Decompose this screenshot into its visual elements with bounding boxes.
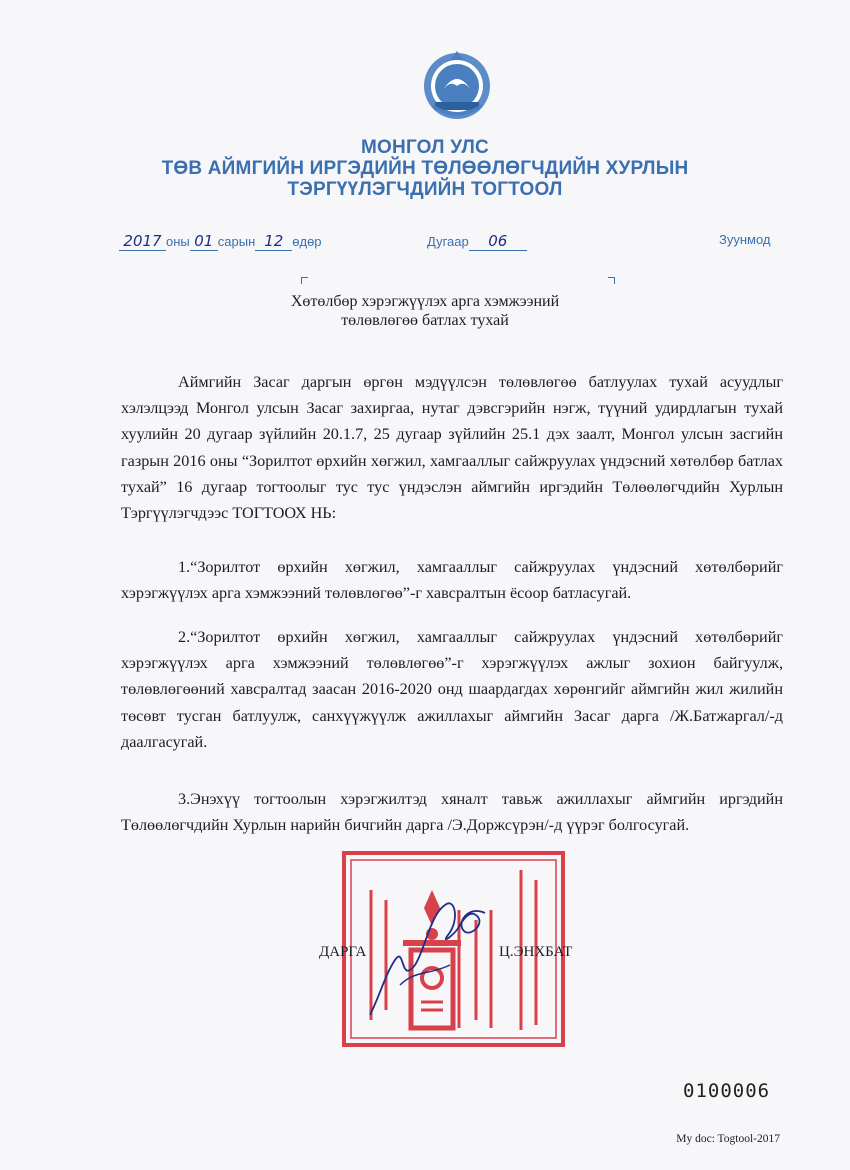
paragraph-item-2: 2.“Зорилтот өрхийн хөгжил, хамгааллыг сайжруулах үндэсний хөтөлбөрийг хэрэгжүүлэх арга хэмжээний төлөвлөгөө”-г хэрэгжүүлэх ажлыг зохион байгуулж, төлөвлөгөөний хавсралтад заасан 2016-2020 онд шаардагдах хөрөнгийг аймгийн жил жилийн төсөвт тусган батлуулж, санхүүжүүлж ажиллахыг аймгийн Засаг дарга /Ж.Батжаргал/-д даалгасугай. [121,628,783,751]
place-name: Зуунмод [719,232,771,247]
paragraph-item-1: 1.“Зорилтот өрхийн хөгжил, хамгааллыг сайжруулах үндэсний хөтөлбөрийг хэрэгжүүлэх арга хэмжээний төлөвлөгөө”-г хавсралтын ёсоор батласугай. [121,558,783,603]
serial-number: 0100006 [683,1080,771,1102]
date-field [119,232,322,251]
corner-mark-left [301,277,308,284]
paragraph-item-3: 3.Энэхүү тогтоолын хэрэгжилтэд хяналт тавьж ажиллахыг аймгийн иргэдийн Төлөөлөгчдийн Хурлын нарийн бичгийн дарга /Э.Доржсүрэн/-д үүрэг болгосугай. [121,790,783,835]
date-month: 01 [190,232,218,251]
date-year: 2017 [119,232,166,251]
day-suffix: өдөр [292,234,322,249]
body-item-3 [121,786,783,838]
month-suffix: сарын [217,234,256,249]
handwritten-signature [360,875,505,1025]
state-emblem-icon [419,46,495,122]
corner-mark-right [608,277,615,284]
number-field [427,232,527,251]
body-intro [121,369,783,526]
subject-line-2: төлөвлөгөө батлах тухай [341,312,509,329]
body-item-2 [121,624,783,755]
footer-doc-name: My doc: Togtool-2017 [676,1133,780,1145]
paragraph-intro: Аймгийн Засаг даргын өргөн мэдүүлсэн төлөвлөгөө батлуулах тухай асуудлыг хэлэлцээд Монгол улсын Засаг захиргаа, нутаг дэвсгэрийн нэгж, түүний удирдлагын тухай хуулийн 20 дугаар зүйлийн 20.1.7, 25 дугаар зүйлийн 25.1 дэх заалт, Монгол улсын засгийн газрын 2016 оны “Зорилтот өрхийн хөгжил, хамгааллыг сайжруулах үндэсний хөтөлбөр батлах тухай” 16 дугаар тогтоолыг тус тус үндэслэн аймгийн иргэдийн Төлөөлөгчдийн Хурлын Тэргүүлэгчдээс ТОГТООХ НЬ: [121,373,783,523]
subject-line-1: Хөтөлбөр хэрэгжүүлэх арга хэмжээний [290,293,560,310]
year-suffix: оны [166,234,190,249]
signatory-title: ДАРГА [319,944,367,960]
header-line-3: ТЭРГҮҮЛЭГЧДИЙН ТОГТООЛ [287,179,563,200]
number-label: Дугаар [427,234,469,249]
body-item-1 [121,554,783,606]
document-number: 06 [469,232,527,251]
signatory-name: Ц.ЭНХБАТ [499,944,573,960]
date-day: 12 [255,232,292,251]
header-line-2: ТӨВ АЙМГИЙН ИРГЭДИЙН ТӨЛӨӨЛӨГЧДИЙН ХУРЛЫН [161,158,689,179]
header-line-1: МОНГОЛ УЛС [361,137,489,158]
